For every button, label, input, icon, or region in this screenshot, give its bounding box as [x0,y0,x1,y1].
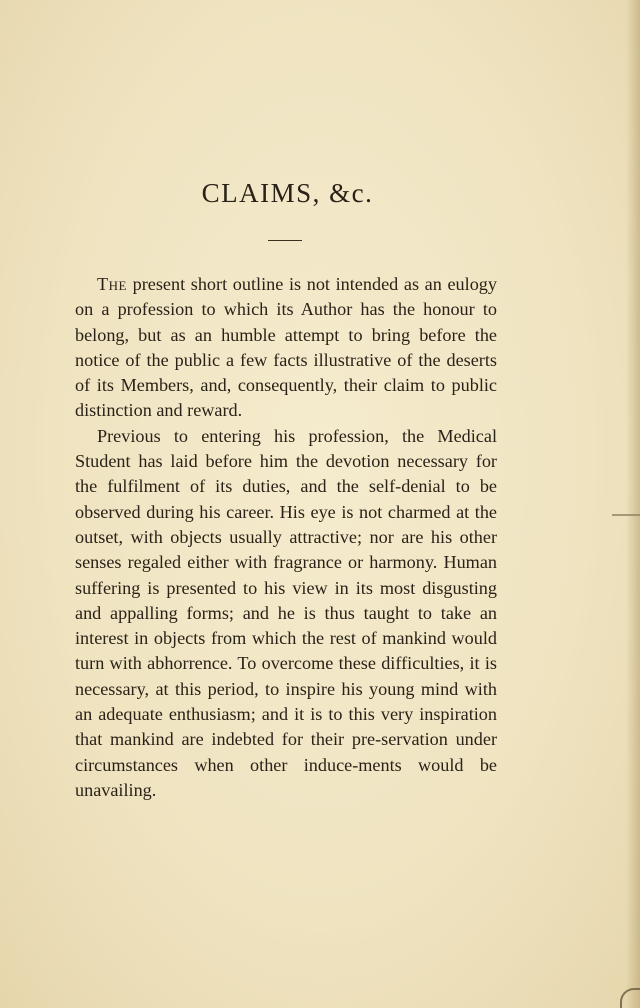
page-edge-shadow [626,0,640,1008]
paragraph-2-text: Previous to entering his profession, the Medical Student has laid before him the devotion necessary for the fulfilment of its duties, and the self-denial to be observed during his career. His eye is not charmed at the outset, with objects usually attractive; nor are his other senses regaled either with fragrance or harmony. Human suffering is presented to his view in its most disgusting and appalling forms; and he is thus taught to take an interest in objects from which the rest of mankind would turn with abhorrence. To overcome these difficulties, it is necessary, at this period, to inspire his young mind with an adequate enthusiasm; and it is to this very inspiration that mankind are indebted for their pre-servation under circumstances when other induce-ments would be unavailing. [75,425,497,800]
paragraph-1-text: present short outline is not intended as an eulogy on a profession to which its Author has the honour to belong, but as an humble attempt to bring before the notice of the public a few facts illustrative of the deserts of its Members, and, consequently, their claim to public distinction and reward. [75,274,497,421]
paragraph-1-lead-word: The [97,274,127,294]
heading-rule [268,240,302,241]
page-corner-curl [620,988,640,1008]
edge-mark [612,514,640,516]
paragraph-2 [75,424,497,803]
chapter-heading: CLAIMS, &c. [201,178,374,208]
body-text [75,272,497,803]
paragraph-1 [75,272,497,424]
